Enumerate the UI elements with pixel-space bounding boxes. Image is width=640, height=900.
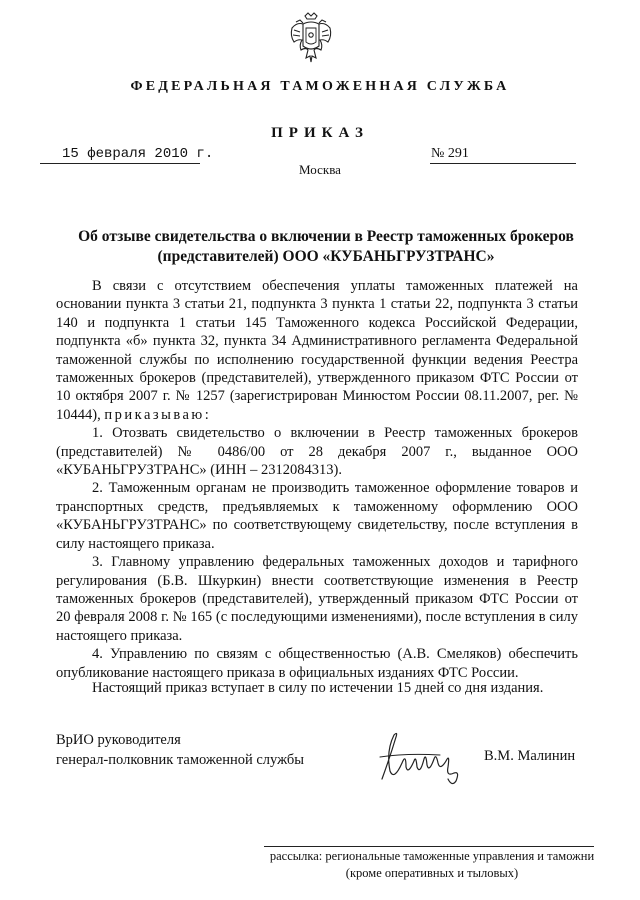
signature-icon xyxy=(376,727,466,789)
subject-line-2: (представителей) ООО «КУБАНЬГРУЗТРАНС» xyxy=(157,248,495,265)
footer-divider xyxy=(264,846,594,847)
city: Москва xyxy=(299,162,341,177)
subject-line-1: Об отзыве свидетельства о включении в Реестр таможенных брокеров xyxy=(78,228,574,245)
signer-position-line-1: ВрИО руководителя xyxy=(56,732,181,748)
effective-date-statement: Настоящий приказ вступает в силу по истечении 15 дней со дня издания. xyxy=(92,680,544,696)
distribution-line-2: (кроме оперативных и тыловых) xyxy=(345,866,519,880)
order-item-1: 1. Отозвать свидетельство о включении в Реестр таможенных брокеров (представителей) № 0486/00 от 28 декабря 2007 г., выданное ООО «КУБАНЬГРУЗТРАНС» (ИНН – 2312084313). xyxy=(56,425,578,479)
signer-name: В.М. Малинин xyxy=(484,748,576,764)
order-subject xyxy=(66,227,586,267)
distribution-line-1: рассылка: региональные таможенные управления и таможни xyxy=(269,849,595,863)
order-date: 15 февраля 2010 г. xyxy=(62,146,214,162)
order-item-4: 4. Управлению по связям с общественностью (А.В. Смеляков) обеспечить опубликование настоящего приказа в официальных изданиях ФТС России. xyxy=(56,646,578,681)
order-body xyxy=(56,277,578,682)
signer-position xyxy=(56,730,304,770)
order-title: ПРИКАЗ xyxy=(271,125,369,141)
command-word: приказываю: xyxy=(104,406,212,423)
distribution-note xyxy=(264,848,600,882)
preamble-paragraph xyxy=(56,277,578,424)
order-item-3: 3. Главному управлению федеральных таможенных доходов и тарифного регулирования (Б.В. Шкуркин) внести соответствующие изменения в Реестр таможенных брокеров (представителей), утвержденный приказом ФТС России от 20 февраля 2008 г. № 165 (с последующими изменениями), после вступления в силу настоящего приказа. xyxy=(56,554,578,644)
emblem-icon xyxy=(288,12,334,66)
signer-position-line-2: генерал-полковник таможенной службы xyxy=(56,752,305,768)
agency-name: ФЕДЕРАЛЬНАЯ ТАМОЖЕННАЯ СЛУЖБА xyxy=(130,79,510,94)
order-number: № 291 xyxy=(431,146,469,161)
order-item-2: 2. Таможенным органам не производить таможенное оформление товаров и транспортных средств, предъявляемых к таможенному оформлению ООО «КУБАНЬГРУЗТРАНС» по соответствующему свидетельству, после вступления в силу настоящего приказа. xyxy=(56,480,578,552)
preamble-text: В связи с отсутствием обеспечения уплаты таможенных платежей на основании пункта 3 статьи 21, подпункта 3 пункта 1 статьи 22, подпункта 3 статьи 140 и подпункта 1 статьи 145 Таможенного кодекса Российской Федерации, подпункта «б» пункта 32, пункта 34 Административного регламента Федеральной таможенной службы по исполнению государственной функции ведения Реестра таможенных брокеров (представителей), утвержденного приказом ФТС России от 10 октября 2007 г. № 1257 (зарегистрирован Минюстом России 08.11.2007, рег. № 10444), xyxy=(56,278,578,423)
